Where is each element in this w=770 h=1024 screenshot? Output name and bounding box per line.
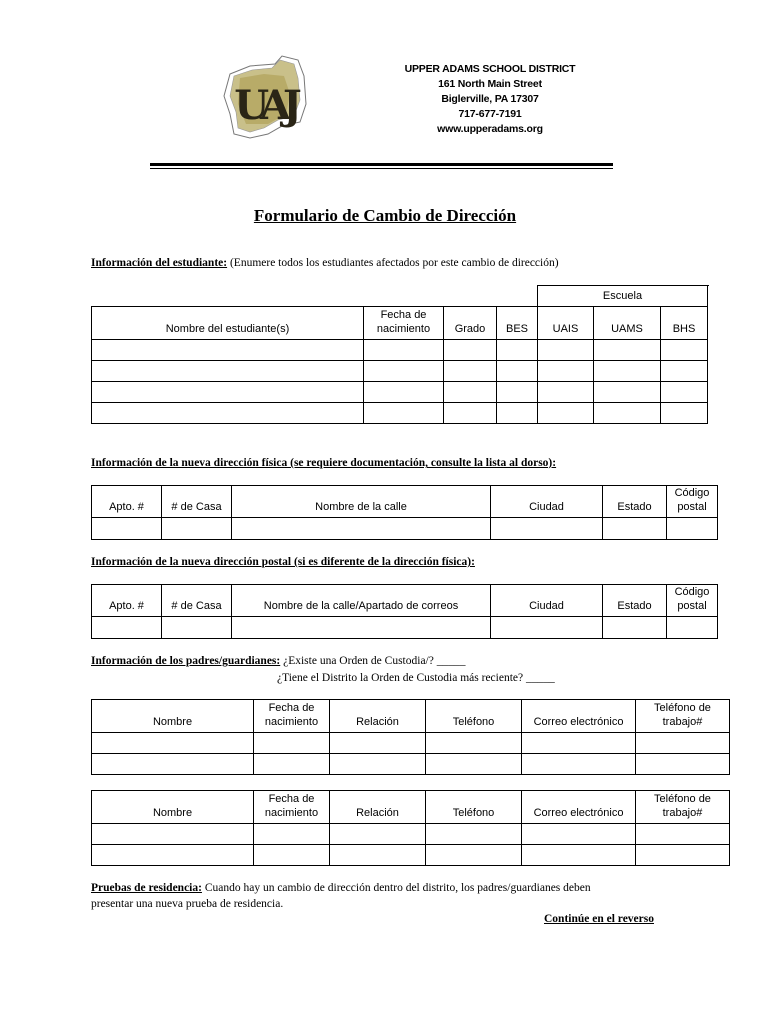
postal-address-row[interactable] <box>92 617 718 639</box>
city-cell[interactable] <box>491 518 603 540</box>
postal-address-table <box>91 584 718 639</box>
street-name-cell[interactable] <box>232 518 491 540</box>
student-section-label: Información del estudiante: <box>91 257 228 269</box>
bes-cell[interactable] <box>497 403 538 424</box>
uais-cell[interactable] <box>538 340 594 361</box>
col-birth-date: Fecha de nacimiento <box>254 700 330 733</box>
name-cell[interactable] <box>92 733 254 754</box>
physical-address-heading <box>91 457 556 469</box>
relation-cell[interactable] <box>330 845 426 866</box>
birth-date-cell[interactable] <box>254 754 330 775</box>
uams-cell[interactable] <box>594 403 661 424</box>
col-email: Correo electrónico <box>522 700 636 733</box>
house-number-cell[interactable] <box>162 617 232 639</box>
col-birth-date: Fecha de nacimiento <box>364 307 444 340</box>
birth-date-cell[interactable] <box>254 824 330 845</box>
col-phone: Teléfono <box>426 791 522 824</box>
col-relation: Relación <box>330 700 426 733</box>
street-name-cell[interactable] <box>232 617 491 639</box>
parent-row[interactable] <box>92 754 730 775</box>
name-cell[interactable] <box>92 845 254 866</box>
parents-heading <box>91 655 465 667</box>
parent-row[interactable] <box>92 733 730 754</box>
work-phone-cell[interactable] <box>636 754 730 775</box>
col-email: Correo electrónico <box>522 791 636 824</box>
apt-cell[interactable] <box>92 518 162 540</box>
house-number-cell[interactable] <box>162 518 232 540</box>
student-row[interactable] <box>92 403 708 424</box>
name-cell[interactable] <box>92 754 254 775</box>
student-section-heading <box>91 257 559 269</box>
phone-cell[interactable] <box>426 733 522 754</box>
col-apt: Apto. # <box>92 585 162 617</box>
uais-cell[interactable] <box>538 403 594 424</box>
uams-cell[interactable] <box>594 340 661 361</box>
col-phone: Teléfono <box>426 700 522 733</box>
student-name-cell[interactable] <box>92 382 364 403</box>
email-cell[interactable] <box>522 845 636 866</box>
col-state: Estado <box>603 486 667 518</box>
email-cell[interactable] <box>522 824 636 845</box>
col-house-number: # de Casa <box>162 486 232 518</box>
col-street-po-box: Nombre de la calle/Apartado de correos <box>232 585 491 617</box>
col-apt: Apto. # <box>92 486 162 518</box>
work-phone-cell[interactable] <box>636 845 730 866</box>
logo-lettering: UAJ <box>234 82 294 129</box>
col-birth-date: Fecha de nacimiento <box>254 791 330 824</box>
relation-cell[interactable] <box>330 733 426 754</box>
residency-paragraph-line1 <box>91 882 591 894</box>
student-table <box>91 285 708 424</box>
col-bes: BES <box>497 307 538 340</box>
page-title: Formulario de Cambio de Dirección <box>253 206 517 225</box>
col-city: Ciudad <box>491 585 603 617</box>
residency-label: Pruebas de residencia: <box>91 882 202 894</box>
student-section-note: (Enumere todos los estudiantes afectados por este cambio de dirección) <box>229 257 559 269</box>
custody-question-1: ¿Existe una Orden de Custodia/? _____ <box>283 655 466 667</box>
student-name-cell[interactable] <box>92 361 364 382</box>
col-city: Ciudad <box>491 486 603 518</box>
col-street-name: Nombre de la calle <box>232 486 491 518</box>
col-state: Estado <box>603 585 667 617</box>
birth-date-cell[interactable] <box>364 382 444 403</box>
col-student-name: Nombre del estudiante(s) <box>92 307 364 340</box>
grade-cell[interactable] <box>444 403 497 424</box>
residency-text-2: presentar una nueva prueba de residencia. <box>91 898 284 910</box>
district-address-block <box>400 62 580 137</box>
state-cell[interactable] <box>603 617 667 639</box>
col-grade: Grado <box>444 307 497 340</box>
col-bhs: BHS <box>661 307 708 340</box>
postal-address-heading <box>91 556 475 568</box>
student-row[interactable] <box>92 382 708 403</box>
school-group-header: Escuela <box>538 286 708 307</box>
name-cell[interactable] <box>92 824 254 845</box>
city-cell[interactable] <box>491 617 603 639</box>
email-cell[interactable] <box>522 754 636 775</box>
uams-cell[interactable] <box>594 382 661 403</box>
postal-address-label: Información de la nueva dirección postal (si es diferente de la dirección física): <box>91 556 475 568</box>
student-row[interactable] <box>92 340 708 361</box>
uais-cell[interactable] <box>538 361 594 382</box>
student-row[interactable] <box>92 361 708 382</box>
zip-cell[interactable] <box>667 518 718 540</box>
work-phone-cell[interactable] <box>636 824 730 845</box>
birth-date-cell[interactable] <box>364 340 444 361</box>
district-website: www.upperadams.org <box>437 123 543 135</box>
physical-address-label: Información de la nueva dirección física (se requiere documentación, consulte la lista al dorso): <box>91 457 557 469</box>
parents-table-1 <box>91 699 730 775</box>
district-city: Biglerville, PA 17307 <box>441 93 539 105</box>
col-parent-name: Nombre <box>92 700 254 733</box>
bhs-cell[interactable] <box>661 361 708 382</box>
bhs-cell[interactable] <box>661 340 708 361</box>
parent-row[interactable] <box>92 824 730 845</box>
email-cell[interactable] <box>522 733 636 754</box>
col-work-phone: Teléfono de trabajo# <box>636 791 730 824</box>
phone-cell[interactable] <box>426 845 522 866</box>
grade-cell[interactable] <box>444 361 497 382</box>
header-divider-thin <box>150 168 613 169</box>
bhs-cell[interactable] <box>661 382 708 403</box>
zip-cell[interactable] <box>667 617 718 639</box>
apt-cell[interactable] <box>92 617 162 639</box>
bes-cell[interactable] <box>497 382 538 403</box>
student-name-cell[interactable] <box>92 403 364 424</box>
continue-on-back: Continúe en el reverso <box>544 913 654 925</box>
uams-cell[interactable] <box>594 361 661 382</box>
state-cell[interactable] <box>603 518 667 540</box>
physical-address-table <box>91 485 718 540</box>
bes-cell[interactable] <box>497 361 538 382</box>
student-name-cell[interactable] <box>92 340 364 361</box>
birth-date-cell[interactable] <box>254 733 330 754</box>
birth-date-cell[interactable] <box>364 403 444 424</box>
residency-text-1: Cuando hay un cambio de dirección dentro del distrito, los padres/guardianes deben <box>204 882 591 894</box>
district-name: UPPER ADAMS SCHOOL DISTRICT <box>404 63 576 75</box>
custody-question-2: ¿Tiene el Distrito la Orden de Custodia más reciente? _____ <box>277 672 555 684</box>
birth-date-cell[interactable] <box>254 845 330 866</box>
parents-table-2 <box>91 790 730 866</box>
col-parent-name: Nombre <box>92 791 254 824</box>
bes-cell[interactable] <box>497 340 538 361</box>
bhs-cell[interactable] <box>661 403 708 424</box>
phone-cell[interactable] <box>426 824 522 845</box>
col-house-number: # de Casa <box>162 585 232 617</box>
parents-label: Información de los padres/guardianes: <box>91 655 281 667</box>
district-street: 161 North Main Street <box>438 78 542 90</box>
grade-cell[interactable] <box>444 340 497 361</box>
col-work-phone: Teléfono de trabajo# <box>636 700 730 733</box>
district-phone: 717-677-7191 <box>458 108 522 120</box>
grade-cell[interactable] <box>444 382 497 403</box>
work-phone-cell[interactable] <box>636 733 730 754</box>
col-uais: UAIS <box>538 307 594 340</box>
uais-cell[interactable] <box>538 382 594 403</box>
relation-cell[interactable] <box>330 824 426 845</box>
physical-address-row[interactable] <box>92 518 718 540</box>
birth-date-cell[interactable] <box>364 361 444 382</box>
col-zip: Código postal <box>667 585 718 617</box>
phone-cell[interactable] <box>426 754 522 775</box>
district-logo <box>220 54 310 140</box>
col-zip: Código postal <box>667 486 718 518</box>
parent-row[interactable] <box>92 845 730 866</box>
header-divider <box>150 163 613 166</box>
relation-cell[interactable] <box>330 754 426 775</box>
col-uams: UAMS <box>594 307 661 340</box>
col-relation: Relación <box>330 791 426 824</box>
